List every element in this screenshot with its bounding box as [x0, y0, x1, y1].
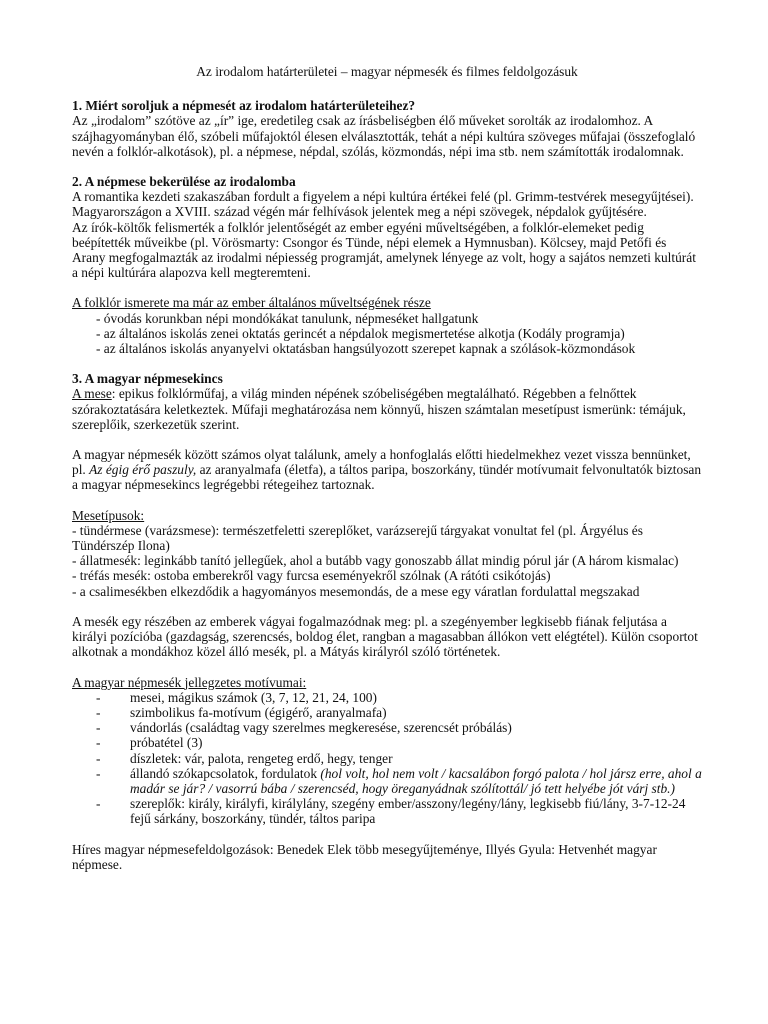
- mese-label: A mese: [72, 386, 112, 402]
- motif-italic-text: (hol volt, hol nem volt / kacsalábon forgó palota / hol jársz erre, ahol a madár se jár? / vasorrú bába / szerencséd, hogy öreganyádnak szólítottál/ jó tett helyébe jót várj stb.): [130, 765, 702, 796]
- tale-type-item: - tündérmese (varázsmese): természetfeletti szereplőket, varázserejű tárgyakat vonultat fel (pl. Árgyélus és Tündérszép Ilona): [72, 522, 643, 554]
- section-2-paragraph-1: A romantika kezdeti szakaszában fordult a figyelem a népi kultúra értékei felé (pl. Grimm-testvérek mesegyűjtései). Magyarországon a XVIII. század végén már felhívások jelentek meg a népi szövegek, népdalok gyűjtésére.: [72, 189, 694, 220]
- dash-marker: -: [96, 735, 101, 751]
- motif-text: próbatétel (3): [130, 735, 203, 751]
- list-item: - óvodás korunkban népi mondókákat tanulunk, népmeséket hallgatunk: [96, 310, 479, 326]
- motif-item: [72, 735, 702, 750]
- section-2-heading: 2. A népmese bekerülése az irodalomba: [72, 174, 296, 190]
- motif-item: [72, 705, 702, 720]
- section-3-paragraph-3: A mesék egy részében az emberek vágyai fogalmazódnak meg: pl. a szegényember legkisebb fiának feljutása a királyi pozícióba (gazdagság, szerencsés, boldog élet, rangban a magasabban állókon vett elégtétel). Külön csoportot alkotnak a mondákhoz közel álló mesék, pl. a Mátyás királyról szóló történetek.: [72, 613, 698, 660]
- dash-marker: -: [96, 704, 101, 720]
- motif-text: vándorlás (családtag vagy szerelmes megkeresése, szerencsét próbálás): [130, 720, 512, 736]
- motif-item: [72, 690, 702, 705]
- section-1-heading: 1. Miért soroljuk a népmesét az irodalom határterületeihez?: [72, 98, 416, 114]
- list-item: - az általános iskolás anyanyelvi oktatásban hangsúlyozott szerepet kapnak a szólások-közmondások: [96, 341, 636, 357]
- spacer: [72, 599, 702, 614]
- document-title: Az irodalom határterületei – magyar népmesék és filmes feldolgozásuk: [196, 64, 578, 79]
- text-run: az aranyalmafa (életfa), a táltos paripa, boszorkány, tündér motívumait felvonultatók biztosan a magyar népmesekincs legrégebbi rétegeihez tartoznak.: [72, 462, 702, 493]
- tale-type-item: - állatmesék: leginkább tanító jellegűek, ahol a butább vagy gonoszabb állat mindig pórul jár (A három kismalac): [72, 553, 679, 569]
- final-paragraph: Híres magyar népmesefeldolgozások: Benedek Elek több mesegyűjteménye, Illyés Gyula: Hetvenhét magyar népmese.: [72, 841, 657, 872]
- folklore-subtitle: A folklór ismerete ma már az ember általános műveltségének része: [72, 295, 431, 311]
- motif-item: [72, 796, 702, 826]
- spacer: [72, 159, 702, 174]
- motif-text: szereplők: király, királyfi, királylány, szegény ember/asszony/legény/lány, legkisebb fiú/lány, 3-7-12-24 fejű sárkány, boszorkány, tündér, táltos paripa: [130, 796, 686, 827]
- italic-title: Az égig érő paszuly,: [89, 462, 197, 478]
- motif-item: [72, 720, 702, 735]
- list-item: - az általános iskolás zenei oktatás gerincét a népdalok megismertetése alkotja (Kodály programja): [96, 325, 625, 341]
- spacer: [72, 432, 702, 447]
- spacer: [72, 493, 702, 508]
- dash-marker: -: [96, 750, 101, 766]
- tale-types-subtitle: Mesetípusok:: [72, 507, 145, 523]
- section-3-paragraph-2: [72, 447, 702, 493]
- section-1-text: Az „irodalom” szótöve az „ír” ige, eredetileg csak az írásbeliségben élő műveket sorolták az irodalomhoz. A szájhagyományban élő, szóbeli műfajoktól élesen elválasztották, tehát a népi kultúra szöveges műfajai (összefoglaló nevén a folklór-alkotások), pl. a népmese, népdal, szólás, közmondás, népi ima stb. nem számították irodalomnak.: [72, 113, 696, 159]
- tale-type-item: - tréfás mesék: ostoba emberekről vagy furcsa eseményekről szólnak (A rátóti csikótojás): [72, 568, 551, 584]
- dash-marker: -: [96, 720, 101, 736]
- section-2-paragraph-2: Az írók-költők felismerték a folklór jelentőségét az ember egyéni műveltségében, a folklór-elemeket pedig beépítették műveikbe (pl. Vörösmarty: Csongor és Tünde, népi elemek a Hymnusban). Kölcsey, majd Petőfi és Arany megfogalmazták az irodalmi népiesség programját, amelynek lényege az volt, hogy a sajátos nemzeti kultúrát a népi kultúrára alapozva kell megteremteni.: [72, 219, 696, 281]
- text-run: A magyar népmesék között számos olyat találunk, amely a honfoglalás előtti hiedelmekhez vezet vissza bennünket, pl.: [72, 447, 691, 478]
- motifs-subtitle: A magyar népmesék jellegzetes motívumai:: [72, 674, 307, 690]
- motifs-list: [72, 690, 702, 827]
- section-3-paragraph-1: [72, 386, 702, 432]
- spacer: [72, 280, 702, 295]
- motif-text: szimbolikus fa-motívum (égigérő, aranyalmafa): [130, 704, 387, 720]
- motif-item: [72, 766, 702, 796]
- dash-marker: -: [96, 689, 101, 705]
- document-page: [72, 64, 702, 872]
- tale-type-item: - a csalimesékben elkezdődik a hagyományos mesemondás, de a mese egy váratlan fordulattal megszakad: [72, 583, 640, 599]
- dash-marker: -: [96, 796, 101, 812]
- motif-text: állandó szókapcsolatok, fordulatok: [130, 765, 321, 781]
- motif-text: mesei, mágikus számok (3, 7, 12, 21, 24, 100): [130, 689, 377, 705]
- spacer: [72, 660, 702, 675]
- motif-text: díszletek: vár, palota, rengeteg erdő, hegy, tenger: [130, 750, 393, 766]
- mese-definition: : epikus folklórműfaj, a világ minden népének szóbeliségében megtalálható. Régebben a felnőttek szórakoztatására keletkeztek. Műfaji meghatározása nem könnyű, hiszen számtalan mesetípust ismerünk: témájuk, szereplőik, szerkezetük szerint.: [72, 386, 686, 432]
- motif-item: [72, 751, 702, 766]
- spacer: [72, 356, 702, 371]
- spacer: [72, 827, 702, 842]
- section-3-heading: 3. A magyar népmesekincs: [72, 371, 223, 387]
- folklore-list: [72, 311, 702, 357]
- dash-marker: -: [96, 765, 101, 781]
